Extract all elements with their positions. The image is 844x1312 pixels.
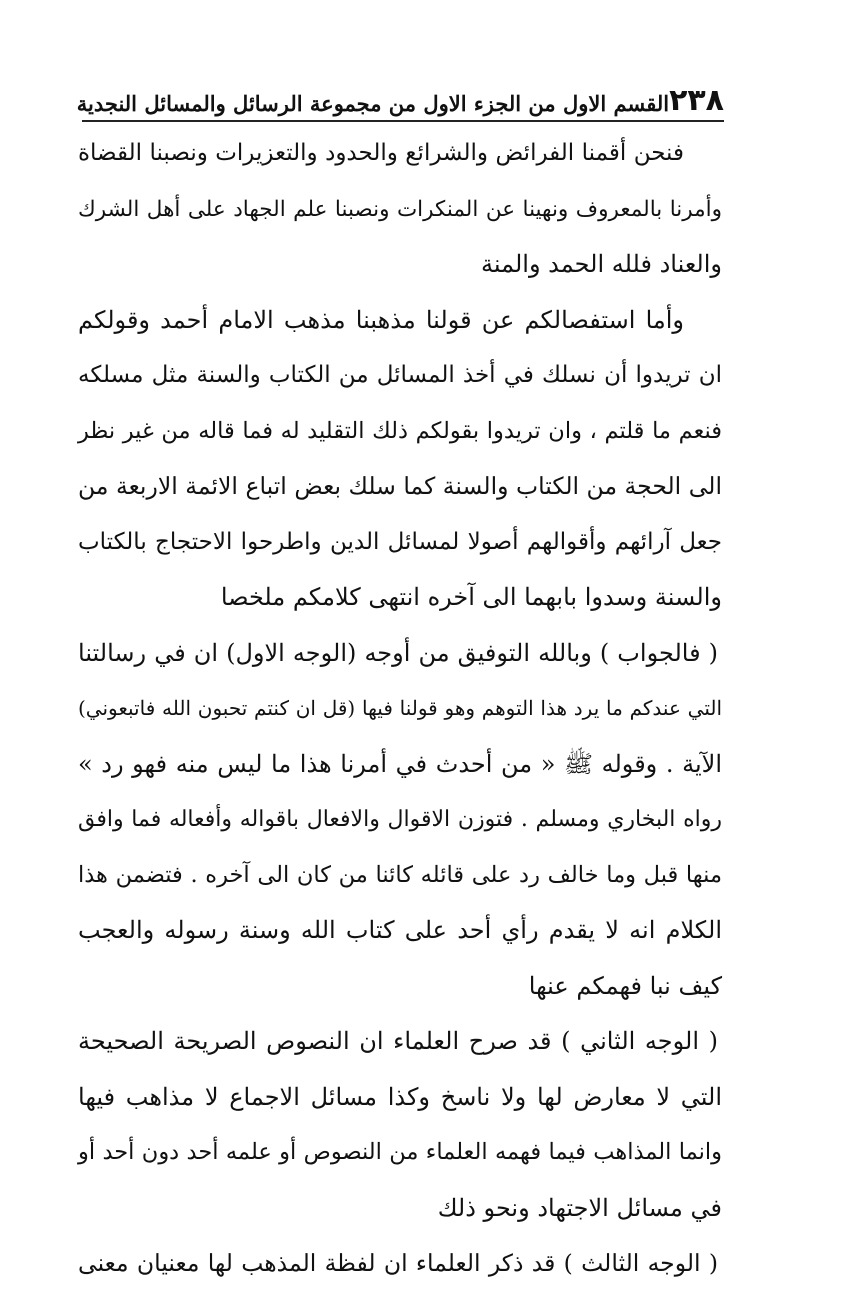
text-line: وأما استفصالكم عن قولنا مذهبنا مذهب الامام أحمد وقولكم <box>78 305 684 334</box>
text-line: جعل آرائهم وأقوالهم أصولا لمسائل الدين واطرحوا الاحتجاج بالكتاب <box>78 528 722 555</box>
paragraph-2 <box>78 293 722 626</box>
text-line: وأمرنا بالمعروف ونهينا عن المنكرات ونصبنا علم الجهاد على أهل الشرك <box>78 196 722 222</box>
running-title: القسم الاول من الجزء الاول من مجموعة الرسائل والمسائل النجدية <box>76 90 670 116</box>
page-header <box>76 62 724 118</box>
text-line: كيف نبا فهمكم عنها <box>528 971 722 1000</box>
text-line: التي عندكم ما يرد هذا التوهم وهو قولنا فيها (قل ان كنتم تحبون الله فاتبعوني) <box>78 696 722 720</box>
text-line: ( الوجه الثالث ) قد ذكر العلماء ان لفظة المذهب لها معنيان معنى <box>78 1249 718 1277</box>
text-line: وانما المذاهب فيما فهمه العلماء من النصوص أو علمه أحد دون أحد أو <box>78 1139 722 1165</box>
text-line: ان تريدوا أن نسلك في أخذ المسائل من الكتاب والسنة مثل مسلكه <box>78 362 722 388</box>
header-rule <box>82 120 724 122</box>
paragraph-5 <box>78 1236 722 1292</box>
text-line: التي لا معارض لها ولا ناسخ وكذا مسائل الاجماع لا مذاهب فيها <box>78 1082 722 1111</box>
text-line: رواه البخاري ومسلم . فتوزن الاقوال والافعال باقواله وأفعاله فما وافق <box>78 807 722 832</box>
paragraph-3 <box>78 626 722 1015</box>
text-line: فنحن أقمنا الفرائض والشرائع والحدود والتعزيرات ونصبنا القضاة <box>78 140 684 166</box>
text-line: الكلام انه لا يقدم رأي أحد على كتاب الله وسنة رسوله والعجب <box>78 916 722 944</box>
page-number: ٢٣٨ <box>669 83 724 118</box>
text-line: الآية . وقوله ﷺ « من أحدث في أمرنا هذا ما ليس منه فهو رد » <box>78 749 722 778</box>
text-line: ( الوجه الثاني ) قد صرح العلماء ان النصوص الصريحة الصحيحة <box>78 1027 718 1055</box>
text-line: والسنة وسدوا بابهما الى آخره انتهى كلامكم ملخصا <box>220 583 722 611</box>
text-line: في مسائل الاجتهاد ونحو ذلك <box>437 1193 722 1222</box>
text-line: والعناد فلله الحمد والمنة <box>480 250 722 278</box>
text-line: ( فالجواب ) وبالله التوفيق من أوجه (الوجه الاول) ان في رسالتنا <box>78 638 718 667</box>
paragraph-1 <box>78 126 722 293</box>
body-text <box>78 126 722 1292</box>
paragraph-4 <box>78 1014 722 1236</box>
text-line: منها قبل وما خالف رد على قائله كائنا من كان الى آخره . فتضمن هذا <box>78 861 722 888</box>
text-line: الى الحجة من الكتاب والسنة كما سلك بعض اتباع الائمة الاربعة من <box>78 472 722 500</box>
text-line: فنعم ما قلتم ، وان تريدوا بقولكم ذلك التقليد له فما قاله من غير نظر <box>78 417 722 444</box>
